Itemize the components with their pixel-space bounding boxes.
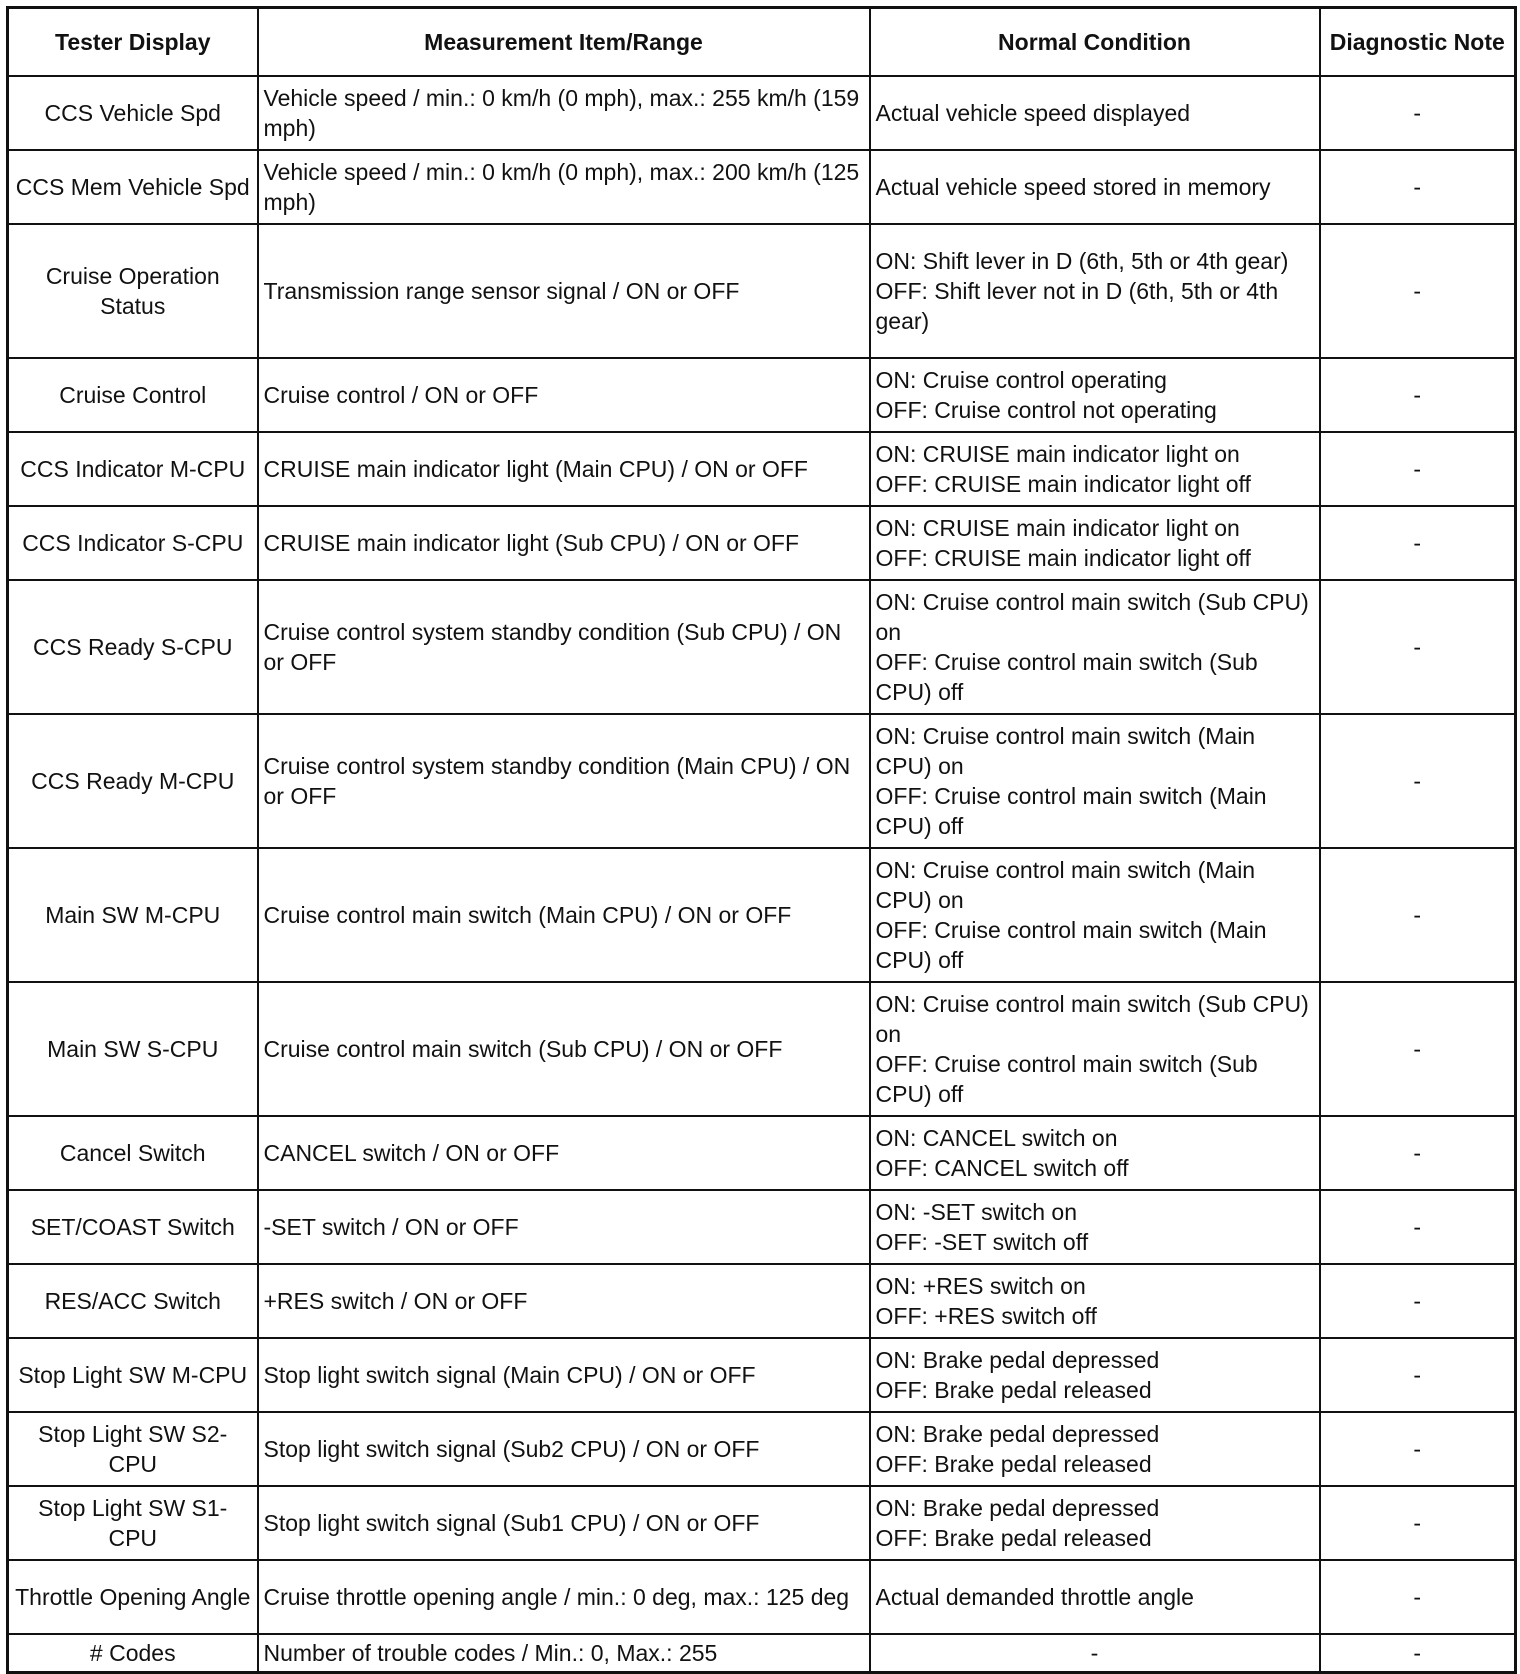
cell-normal-condition: ON: Cruise control main switch (Main CPU) on OFF: Cruise control main switch (Main CPU) off <box>870 848 1320 982</box>
cell-measurement: Number of trouble codes / Min.: 0, Max.: 255 <box>258 1634 870 1673</box>
cell-normal-condition: ON: CRUISE main indicator light on OFF: CRUISE main indicator light off <box>870 432 1320 506</box>
table-row <box>8 1338 1516 1412</box>
cell-normal-condition: Actual demanded throttle angle <box>870 1560 1320 1634</box>
cell-measurement: Cruise control system standby condition (Main CPU) / ON or OFF <box>258 714 870 848</box>
cell-measurement: Cruise throttle opening angle / min.: 0 deg, max.: 125 deg <box>258 1560 870 1634</box>
cell-measurement: Transmission range sensor signal / ON or OFF <box>258 224 870 358</box>
header-normal-condition: Normal Condition <box>870 8 1320 77</box>
header-diagnostic-note: Diagnostic Note <box>1320 8 1516 77</box>
cell-measurement: +RES switch / ON or OFF <box>258 1264 870 1338</box>
cell-normal-condition: ON: Cruise control operating OFF: Cruise control not operating <box>870 358 1320 432</box>
cell-diagnostic-note: - <box>1320 506 1516 580</box>
cell-normal-condition: ON: Cruise control main switch (Main CPU) on OFF: Cruise control main switch (Main CPU) off <box>870 714 1320 848</box>
cell-diagnostic-note: - <box>1320 432 1516 506</box>
cell-tester-display: Cruise Control <box>8 358 258 432</box>
cell-diagnostic-note: - <box>1320 1190 1516 1264</box>
cell-measurement: CANCEL switch / ON or OFF <box>258 1116 870 1190</box>
cell-normal-condition: - <box>870 1634 1320 1673</box>
cell-diagnostic-note: - <box>1320 1338 1516 1412</box>
cell-measurement: -SET switch / ON or OFF <box>258 1190 870 1264</box>
cell-tester-display: Stop Light SW M-CPU <box>8 1338 258 1412</box>
cell-diagnostic-note: - <box>1320 1560 1516 1634</box>
cell-diagnostic-note: - <box>1320 1486 1516 1560</box>
table-row <box>8 1116 1516 1190</box>
cell-measurement: Cruise control main switch (Sub CPU) / ON or OFF <box>258 982 870 1116</box>
cell-normal-condition: ON: Brake pedal depressed OFF: Brake pedal released <box>870 1338 1320 1412</box>
cell-tester-display: SET/COAST Switch <box>8 1190 258 1264</box>
cell-normal-condition: ON: -SET switch on OFF: -SET switch off <box>870 1190 1320 1264</box>
cell-normal-condition: Actual vehicle speed displayed <box>870 76 1320 150</box>
cell-diagnostic-note: - <box>1320 150 1516 224</box>
cell-diagnostic-note: - <box>1320 1116 1516 1190</box>
cell-normal-condition: Actual vehicle speed stored in memory <box>870 150 1320 224</box>
cell-tester-display: CCS Indicator S-CPU <box>8 506 258 580</box>
table-row <box>8 714 1516 848</box>
table-row <box>8 224 1516 358</box>
cell-diagnostic-note: - <box>1320 580 1516 714</box>
cell-measurement: Stop light switch signal (Main CPU) / ON or OFF <box>258 1338 870 1412</box>
header-measurement-item-range: Measurement Item/Range <box>258 8 870 77</box>
header-tester-display: Tester Display <box>8 8 258 77</box>
cell-tester-display: CCS Indicator M-CPU <box>8 432 258 506</box>
cell-tester-display: Cancel Switch <box>8 1116 258 1190</box>
cell-tester-display: RES/ACC Switch <box>8 1264 258 1338</box>
cell-measurement: CRUISE main indicator light (Sub CPU) / ON or OFF <box>258 506 870 580</box>
cell-normal-condition: ON: +RES switch on OFF: +RES switch off <box>870 1264 1320 1338</box>
table-row <box>8 358 1516 432</box>
table-row <box>8 1264 1516 1338</box>
cell-diagnostic-note: - <box>1320 714 1516 848</box>
table-row <box>8 1190 1516 1264</box>
cell-tester-display: # Codes <box>8 1634 258 1673</box>
cell-diagnostic-note: - <box>1320 358 1516 432</box>
cell-tester-display: Main SW S-CPU <box>8 982 258 1116</box>
cell-diagnostic-note: - <box>1320 1264 1516 1338</box>
cell-measurement: Vehicle speed / min.: 0 km/h (0 mph), max.: 255 km/h (159 mph) <box>258 76 870 150</box>
cell-tester-display: CCS Ready M-CPU <box>8 714 258 848</box>
cell-diagnostic-note: - <box>1320 1412 1516 1486</box>
cell-tester-display: CCS Mem Vehicle Spd <box>8 150 258 224</box>
table-row <box>8 1560 1516 1634</box>
cell-measurement: Cruise control system standby condition (Sub CPU) / ON or OFF <box>258 580 870 714</box>
table-row <box>8 580 1516 714</box>
cell-tester-display: Main SW M-CPU <box>8 848 258 982</box>
table-row <box>8 506 1516 580</box>
cell-diagnostic-note: - <box>1320 982 1516 1116</box>
cell-measurement: CRUISE main indicator light (Main CPU) / ON or OFF <box>258 432 870 506</box>
cell-tester-display: Throttle Opening Angle <box>8 1560 258 1634</box>
cell-tester-display: Cruise Operation Status <box>8 224 258 358</box>
cell-measurement: Cruise control / ON or OFF <box>258 358 870 432</box>
data-list-table <box>6 6 1517 1674</box>
cell-tester-display: CCS Ready S-CPU <box>8 580 258 714</box>
table-row <box>8 1412 1516 1486</box>
cell-measurement: Stop light switch signal (Sub1 CPU) / ON or OFF <box>258 1486 870 1560</box>
table-header-row <box>8 8 1516 77</box>
cell-measurement: Stop light switch signal (Sub2 CPU) / ON or OFF <box>258 1412 870 1486</box>
table-row <box>8 150 1516 224</box>
cell-normal-condition: ON: Brake pedal depressed OFF: Brake pedal released <box>870 1486 1320 1560</box>
cell-diagnostic-note: - <box>1320 1634 1516 1673</box>
cell-normal-condition: ON: Brake pedal depressed OFF: Brake pedal released <box>870 1412 1320 1486</box>
cell-tester-display: Stop Light SW S1-CPU <box>8 1486 258 1560</box>
cell-tester-display: CCS Vehicle Spd <box>8 76 258 150</box>
table-row <box>8 1486 1516 1560</box>
table-row <box>8 848 1516 982</box>
document <box>6 6 1514 1674</box>
cell-diagnostic-note: - <box>1320 76 1516 150</box>
cell-diagnostic-note: - <box>1320 224 1516 358</box>
cell-normal-condition: ON: Cruise control main switch (Sub CPU) on OFF: Cruise control main switch (Sub CPU) off <box>870 580 1320 714</box>
cell-measurement: Cruise control main switch (Main CPU) / ON or OFF <box>258 848 870 982</box>
table-row <box>8 432 1516 506</box>
table-row <box>8 1634 1516 1673</box>
table-row <box>8 982 1516 1116</box>
cell-tester-display: Stop Light SW S2-CPU <box>8 1412 258 1486</box>
table-row <box>8 76 1516 150</box>
cell-normal-condition: ON: CANCEL switch on OFF: CANCEL switch off <box>870 1116 1320 1190</box>
cell-normal-condition: ON: CRUISE main indicator light on OFF: CRUISE main indicator light off <box>870 506 1320 580</box>
cell-diagnostic-note: - <box>1320 848 1516 982</box>
cell-normal-condition: ON: Cruise control main switch (Sub CPU) on OFF: Cruise control main switch (Sub CPU) off <box>870 982 1320 1116</box>
cell-measurement: Vehicle speed / min.: 0 km/h (0 mph), max.: 200 km/h (125 mph) <box>258 150 870 224</box>
cell-normal-condition: ON: Shift lever in D (6th, 5th or 4th gear) OFF: Shift lever not in D (6th, 5th or 4th gear) <box>870 224 1320 358</box>
